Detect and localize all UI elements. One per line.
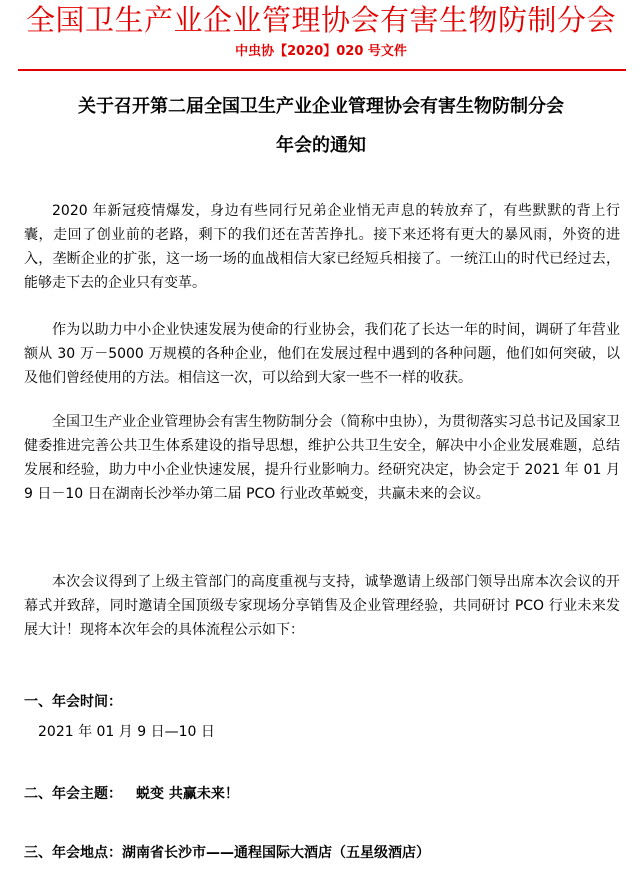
- body-paragraph-4: 本次会议得到了上级主管部门的高度重视与支持，诚挚邀请上级部门领导出席本次会议的开幕式并致辞，同时邀请全国顶级专家现场分享销售及企业管理经验，共同研讨 PCO 行业未来发展大计！现将本次年会的具体流程公示如下：: [24, 574, 620, 638]
- section-theme-label: 二、年会主题：: [24, 786, 122, 802]
- body-paragraph-1: 2020 年新冠疫情爆发，身边有些同行兄弟企业悄无声息的转放弃了，有些默默的背上行囊，走回了创业前的老路，剩下的我们还在苦苦挣扎。接下来还将有更大的暴风雨，外资的进入，垄断企业的扩张，这一场一场的血战相信大家已经短兵相接了。一统江山的时代已经过去，能够走下去的企业只有变革。: [24, 203, 620, 291]
- section-venue-label: 三、年会地点：: [24, 845, 122, 861]
- section-venue: [24, 842, 430, 864]
- notice-title-line-2: 年会的通知: [276, 135, 366, 156]
- body-paragraph-2: 作为以助力中小企业快速发展为使命的行业协会，我们花了长达一年的时间，调研了年营业额从 30 万－5000 万规模的各种企业，他们在发展过程中遇到的各种问题，他们如何突破，以及他们曾经使用的方法。相信这一次，可以给到大家一些不一样的收获。: [24, 322, 620, 386]
- org-title: 全国卫生产业企业管理协会有害生物防制分会: [25, 3, 616, 37]
- section-time-value: 2021 年 01 月 9 日—10 日: [38, 724, 215, 740]
- section-time-heading: 一、年会时间：: [24, 694, 122, 710]
- notice-title-line-1: 关于召开第二届全国卫生产业企业管理协会有害生物防制分会: [78, 96, 564, 117]
- document-number: 中虫协【2020】020 号文件: [235, 44, 407, 59]
- red-divider-line: [18, 69, 626, 71]
- section-venue-value: 湖南省长沙市——通程国际大酒店（五星级酒店）: [122, 845, 430, 861]
- section-theme-value: 蜕变 共赢未来！: [136, 786, 239, 802]
- section-theme: [24, 783, 239, 805]
- body-paragraph-3: 全国卫生产业企业管理协会有害生物防制分会（简称中虫协），为贯彻落实习总书记及国家卫健委推进完善公共卫生体系建设的指导思想，维护公共卫生安全，解决中小企业发展难题，总结发展和经验，助力中小企业快速发展，提升行业影响力。经研究决定，协会定于 2021 年 01 月 9 日－10 日在湖南长沙举办第二届 PCO 行业改革蜕变，共赢未来的会议。: [24, 414, 620, 502]
